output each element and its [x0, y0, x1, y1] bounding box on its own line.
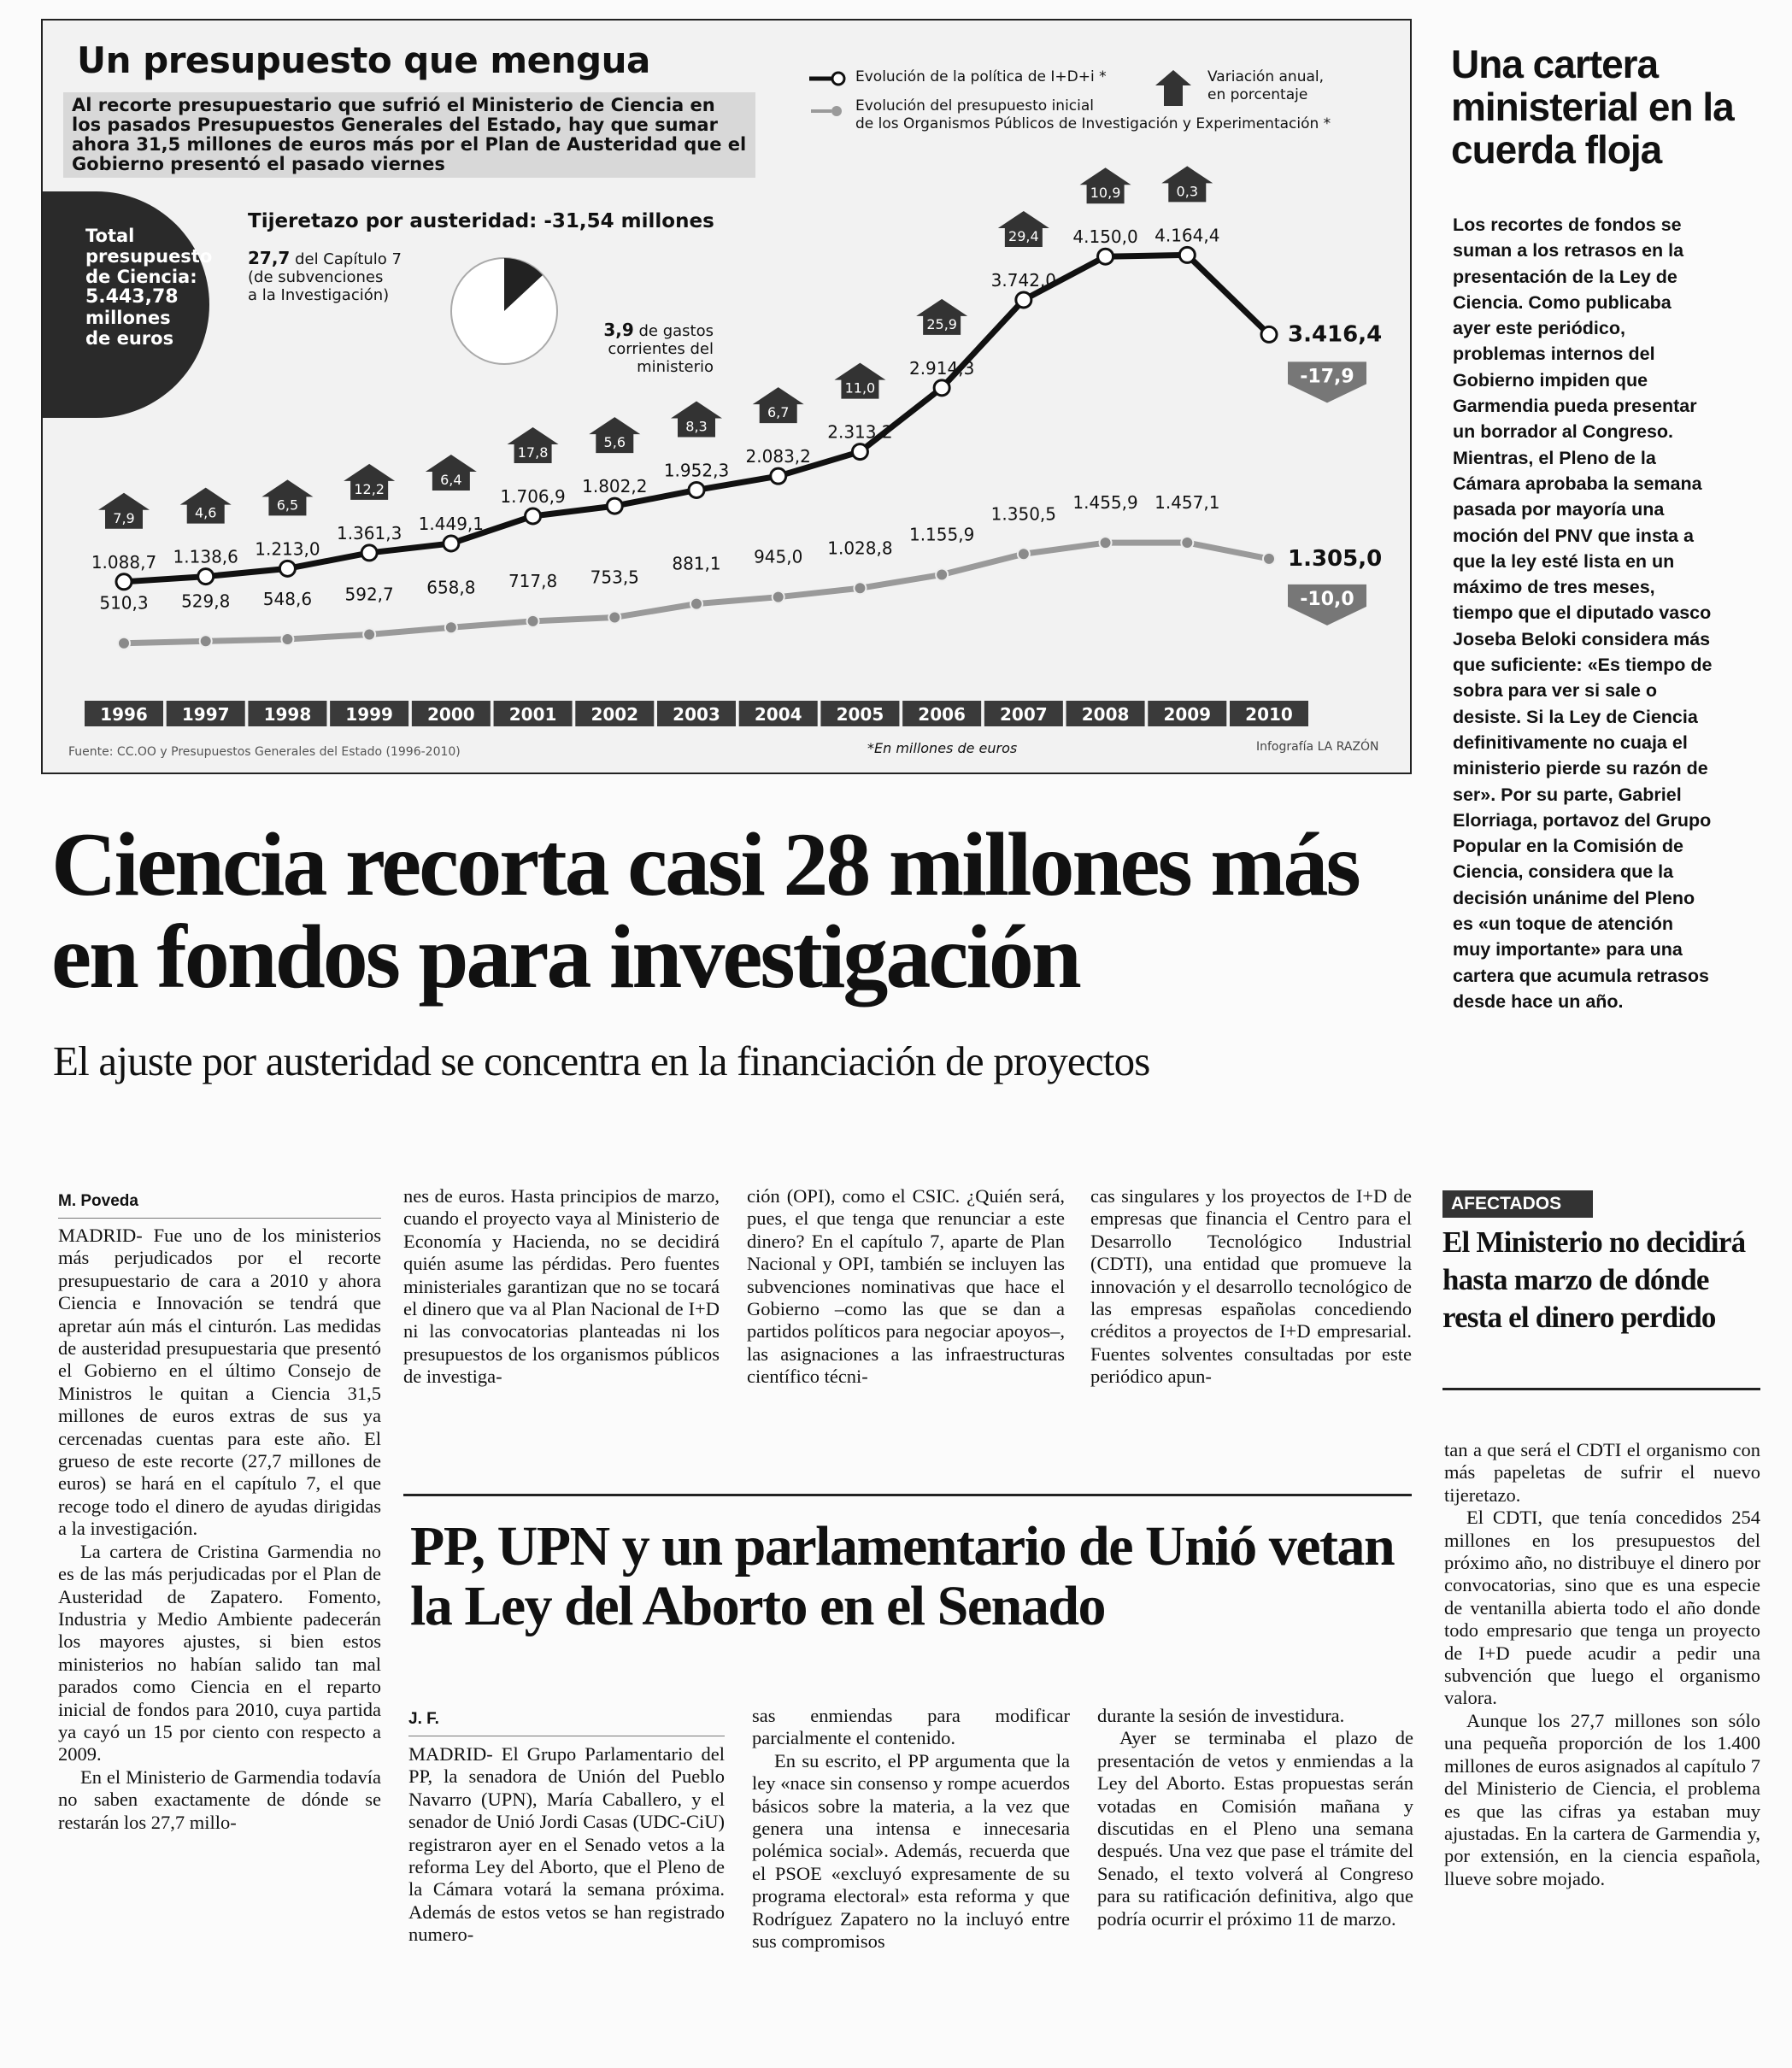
change-label: 6,5: [276, 496, 299, 514]
article2-headline: PP, UPN y un parlamentario de Unió vetan la Ley del Aborto en el Senado: [410, 1515, 1395, 1637]
data-label-opi: 529,8: [181, 590, 231, 612]
data-label-idi: 1.952,3: [663, 460, 730, 481]
box-rule: [1442, 1388, 1760, 1390]
cut-title: Tijeretazo por austeridad: -31,54 millones: [248, 210, 714, 232]
x-tick-label: 1997: [181, 704, 230, 725]
change-label: 4,6: [194, 504, 217, 521]
box-column: [1444, 1439, 1760, 1890]
article2-column-2a: sas enmiendas para modificar parcialmente el contenido.: [752, 1705, 1070, 1749]
data-point-opi: [773, 591, 784, 603]
data-label-opi: 717,8: [508, 570, 558, 591]
article2-column-3: [1097, 1705, 1413, 1930]
data-label-opi: 1.350,5: [990, 503, 1057, 525]
cut-chapter7-value: 27,7: [248, 248, 291, 268]
legend-lower-series-b: de los Organismos Públicos de Investigación y Experimentación *: [855, 115, 1331, 132]
subheadline: El ajuste por austeridad se concentra en la financiación de proyectos: [53, 1037, 1150, 1084]
change-label: -17,9: [1300, 366, 1354, 388]
data-point-opi: [1018, 548, 1030, 560]
data-point-opi: [1263, 553, 1275, 565]
data-point-idi: [1261, 326, 1277, 342]
headline: Ciencia recorta casi 28 millones más en fondos para investigación: [51, 814, 1359, 1007]
data-label-idi: 1.802,2: [582, 476, 648, 497]
article2-column-3a: durante la sesión de investidura.: [1097, 1705, 1345, 1726]
data-label-opi: 945,0: [754, 546, 803, 567]
x-tick-label: 2004: [754, 704, 802, 725]
x-tick-label: 2001: [508, 704, 557, 725]
article2-column-1: [408, 1743, 725, 1947]
data-point-opi: [445, 621, 457, 633]
data-label-idi: 2.083,2: [745, 446, 811, 467]
x-tick-label: 2002: [590, 704, 639, 725]
data-point-idi: [934, 380, 949, 396]
infographic: [41, 19, 1412, 774]
x-tick-label: 2007: [1000, 704, 1048, 725]
legend-arrow-b: en porcentaje: [1207, 86, 1308, 103]
article-column-2-text: nes de euros. Hasta principios de marzo, cuando el proyecto vaya al Ministerio de Economía y Hacienda, no se decidirá quién asume las pérdidas. Pero fuentes ministeriales garantizan que no se tocará el dinero que va al Plan Nacional de I+D ni las convocatorias planteadas ni los presupuestos de los organismos públicos de investiga-: [403, 1185, 720, 1388]
change-label: 12,2: [354, 480, 385, 497]
source-note: Fuente: CC.OO y Presupuestos Generales del Estado (1996-2010): [68, 745, 461, 759]
article-paragraph-2: La cartera de Cristina Garmendia no es de las más perjudicadas por el Plan de Austeridad de Zapatero. Fomento, Industria y Medio Ambiente padecerán los mayores ajustes, si bien estos ministerios no habían salido tan mal parados como Ciencia en el reparto inicial de fondos para 2010, cuya partida ya cayó un 15 por ciento con respecto a 2009.: [58, 1540, 381, 1765]
box-title: El Ministerio no decidirá hasta marzo de dónde resta el dinero perdido: [1442, 1225, 1746, 1334]
article-paragraph-1: MADRID- Fue uno de los ministerios más perjudicados por el recorte presupuestario de cara a 2010 y ahora Ciencia e Innovación se tendrá que apretar aún más el cinturón. Las medidas de austeridad presupuestaria que presentó el Gobierno en el último Consejo de Ministros le quitan a Ciencia 31,5 millones de euros extras de sus ya cercenadas cuentas para este año. El grueso de este recorte (27,7 millones de euros) se hará en el capítulo 7, el que recoge todo el dinero de ayudas dirigidas a la investigación.: [58, 1225, 381, 1540]
total-label-6: de euros: [85, 328, 174, 349]
cut-current-t3: ministerio: [637, 358, 714, 376]
data-point-idi: [1016, 292, 1031, 308]
data-point-opi: [527, 615, 539, 627]
cut-chapter7-t2: (de subvenciones: [248, 268, 384, 286]
data-point-opi: [690, 598, 702, 610]
article-column-1: [58, 1225, 381, 1834]
data-label-opi: 592,7: [344, 584, 394, 605]
change-label: 6,4: [440, 472, 462, 489]
change-label: 11,0: [844, 379, 876, 397]
box-tag: AFECTADOS: [1442, 1190, 1593, 1218]
article2-column-2: [752, 1705, 1070, 1953]
data-label-idi: 1.361,3: [336, 522, 402, 543]
article-column-4-text: cas singulares y los proyectos de I+D de empresas que financia el Centro para el Desarrollo Tecnológico Industrial (CDTI), una entidad que promueve la innovación y el desarrollo tecnológico de las empresas españolas concediendo créditos a proyectos de I+D empresarial. Fuentes solventes consultadas por este periódico apun-: [1090, 1185, 1412, 1388]
data-point-opi: [1100, 537, 1112, 549]
change-label: 8,3: [685, 418, 708, 435]
box-paragraph-2: El CDTI, que tenía concedidos 254 millones en los presupuestos del próximo año, no distribuye el dinero por convocatorias, sino que es una especie de ventanilla abierta todo el año donde todo empresario que tenga un proyecto de I+D puede acudir a pedir una subvención que luego el organismo valora.: [1444, 1507, 1760, 1709]
change-label: 10,9: [1090, 185, 1121, 202]
data-label-idi: 1.138,6: [173, 546, 238, 567]
article2-column-2b: En su escrito, el PP argumenta que la ley «nace sin consenso y rompe acuerdos básicos sobre la materia, a la vez que genera una intensa e innecesaria polémica social». Además, recuerda que el PSOE «excluyó expresamente de su programa electoral» esta reforma y que Rodríguez Zapatero no la incluyó entre sus compromisos: [752, 1749, 1070, 1953]
article2-byline: J. F.: [408, 1710, 439, 1728]
x-tick-label: 2000: [427, 704, 475, 725]
sidebar-body: Los recortes de fondos se suman a los retrasos en la presentación de la Ley de Ciencia. Como publicaba ayer este periódico, problemas internos del Gobierno impiden que Garmendia pueda presentar un borrador al Congreso. Mientras, el Pleno de la Cámara aprobaba la semana pasada por mayoría una moción del PNV que insta a que la ley esté lista en un máximo de tres meses, tiempo que el diputado vasco Joseba Beloki considera más que suficiente: «Es tiempo de sobra para ver si sale o desiste. Si la Ley de Ciencia definitivamente no cuaja el ministerio pierde su razón de ser». Por su parte, Gabriel Elorriaga, portavoz del Grupo Popular en la Comisión de Ciencia, considera que la decisión unánime del Pleno es «un toque de atención muy importante» para una cartera que acumula retrasos desde hace un año.: [1453, 214, 1713, 1012]
x-tick-label: 1998: [263, 704, 312, 725]
x-tick-label: 2005: [836, 704, 884, 725]
data-label-opi: 1.028,8: [827, 538, 893, 559]
data-label-opi: 1.155,9: [908, 524, 975, 545]
change-label: -10,0: [1300, 588, 1354, 610]
data-label-idi: 2.313,2: [827, 421, 893, 443]
data-label-idi: 4.164,4: [1155, 225, 1220, 246]
data-point-opi: [1181, 537, 1193, 549]
data-label-opi: 510,3: [99, 592, 149, 614]
total-label-5: millones: [85, 308, 171, 328]
article-column-4: [1090, 1185, 1412, 1389]
data-label-opi: 1.305,0: [1288, 545, 1383, 572]
legend-upper-series: Evolución de la política de I+D+i *: [855, 68, 1107, 85]
x-tick-label: 1996: [100, 704, 148, 725]
data-point-opi: [281, 633, 293, 645]
data-label-idi: 2.914,3: [908, 357, 975, 379]
total-label-3: de Ciencia:: [85, 267, 197, 287]
data-label-opi: 753,5: [590, 567, 639, 588]
change-label: 6,7: [767, 404, 790, 421]
total-label-2: presupuesto: [85, 246, 213, 267]
data-point-idi: [198, 569, 214, 585]
data-point-idi: [116, 574, 132, 590]
data-label-idi: 3.742,0: [990, 269, 1057, 291]
infographic-subtitle: Al recorte presupuestario que sufrió el Ministerio de Ciencia en los pasados Presupuestos Generales del Estado, hay que sumar ahora 31,5 millones de euros más por el Plan de Austeridad que el Gobierno presentó el pasado viernes: [63, 92, 755, 178]
total-value: 5.443,78: [85, 286, 179, 308]
data-label-idi: 3.416,4: [1288, 321, 1383, 348]
data-point-opi: [118, 637, 130, 649]
x-tick-label: 2009: [1163, 704, 1212, 725]
legend-arrow-icon: [1154, 68, 1193, 108]
article-column-3-text: ción (OPI), como el CSIC. ¿Quién será, pues, el que tenga que renunciar a este dinero? En el capítulo 7, aparte de Plan Nacional y OPI, también se incluyen las subvenciones nominativas que hace el Gobierno –como las que se dan a partidos políticos para negociar apoyos–, las asignaciones a las infraestructuras científico técni-: [747, 1185, 1065, 1388]
data-point-idi: [771, 468, 786, 484]
cut-chapter7-t3: a la Investigación): [248, 286, 390, 304]
cut-current-note: [555, 321, 714, 376]
legend-line-icon: [808, 70, 850, 87]
cut-current-t2: corrientes del: [608, 340, 714, 358]
data-label-opi: 658,8: [426, 577, 476, 598]
data-point-opi: [854, 582, 866, 594]
data-point-idi: [361, 545, 377, 561]
article2-top-rule: [403, 1494, 1412, 1496]
byline-rule: [58, 1218, 381, 1219]
legend-dot-icon: [808, 103, 850, 120]
cut-pie-chart: [444, 251, 564, 371]
data-label-idi: 1.213,0: [255, 538, 320, 560]
x-tick-label: 1999: [345, 704, 393, 725]
article2-column-1-text: MADRID- El Grupo Parlamentario del PP, la senadora de Unión del Pueblo Navarro (UPN), María Caballero, y el senador de Unió Jordi Casas (UDC-CiU) registraron ayer en el Senado vetos a la reforma Ley del Aborto, que el Pleno de la Cámara votará la semana próxima. Además de estos vetos se han registrado numero-: [408, 1743, 725, 1946]
data-point-idi: [444, 536, 459, 551]
data-point-opi: [363, 628, 375, 640]
change-label: 7,9: [113, 509, 135, 526]
data-label-opi: 548,6: [262, 588, 313, 609]
unit-note: *En millones de euros: [867, 740, 1018, 756]
x-tick-label: 2006: [918, 704, 966, 725]
change-label: 29,4: [1008, 227, 1039, 244]
data-point-idi: [689, 482, 704, 497]
box-paragraph-1: tan a que será el CDTI el organismo con más papeletas de sufrir el nuevo tijeretazo.: [1444, 1439, 1760, 1506]
change-label: 25,9: [926, 315, 957, 332]
infographic-credit: Infografía LA RAZÓN: [1256, 740, 1379, 754]
x-tick-label: 2008: [1081, 704, 1130, 725]
change-label: 0,3: [1176, 183, 1199, 200]
data-label-opi: 881,1: [672, 553, 721, 574]
data-point-opi: [200, 635, 212, 647]
data-label-idi: 1.449,1: [418, 514, 485, 535]
article2-column-3b: Ayer se terminaba el plazo de presentación de vetos y enmiendas a la Ley del Aborto. Estas propuestas serán votadas en Comisión mañana y discutidas en el Pleno una semana después. Una vez que pase el trámite del Senado, el texto volverá al Congreso para su ratificación definitiva, algo que podría ocurrir el próximo 11 de marzo.: [1097, 1727, 1413, 1930]
cut-chapter7-note: [248, 250, 402, 304]
change-label: 17,8: [517, 444, 549, 461]
data-point-idi: [279, 561, 295, 576]
article-column-3: [747, 1185, 1065, 1389]
data-point-opi: [608, 611, 620, 623]
data-point-idi: [526, 508, 541, 524]
article-paragraph-3: En el Ministerio de Garmendia todavía no saben exactamente de dónde se restarán los 27,7 millo-: [58, 1765, 381, 1833]
data-point-idi: [852, 444, 867, 460]
sidebar-title: Una cartera ministerial en la cuerda floja: [1451, 42, 1734, 172]
x-tick-label: 2010: [1245, 704, 1293, 725]
data-label-opi: 1.457,1: [1155, 492, 1220, 514]
box-paragraph-3: Aunque los 27,7 millones son sólo una pequeña proporción de los 1.400 millones de euros asignados al capítulo 7 del Ministerio de Ciencia, el problema es que las cifras ya estaban muy ajustadas. En la cartera de Garmendia y, por extensión, en la ciencia española, llueve sobre mojado.: [1444, 1709, 1760, 1889]
article-column-2: [403, 1185, 720, 1389]
x-tick-label: 2003: [673, 704, 720, 725]
total-label-1: Total: [85, 226, 135, 246]
data-label-opi: 1.455,9: [1072, 492, 1138, 514]
byline: M. Poveda: [58, 1192, 138, 1210]
cut-current-t1: de gastos: [633, 322, 714, 340]
data-label-idi: 1.706,9: [500, 485, 566, 507]
data-label-idi: 4.150,0: [1072, 226, 1138, 248]
data-point-idi: [1179, 247, 1195, 262]
data-point-idi: [607, 498, 622, 514]
data-label-idi: 1.088,7: [91, 551, 157, 573]
cut-chapter7-t1: del Capítulo 7: [290, 250, 402, 268]
change-label: 5,6: [603, 434, 626, 451]
cut-current-value: 3,9: [603, 320, 634, 340]
infographic-title: Un presupuesto que mengua: [77, 39, 650, 81]
legend-arrow-a: Variación anual,: [1207, 68, 1325, 85]
data-point-idi: [1098, 249, 1113, 264]
legend-lower-series-a: Evolución del presupuesto inicial: [855, 97, 1095, 115]
data-point-opi: [936, 568, 948, 580]
